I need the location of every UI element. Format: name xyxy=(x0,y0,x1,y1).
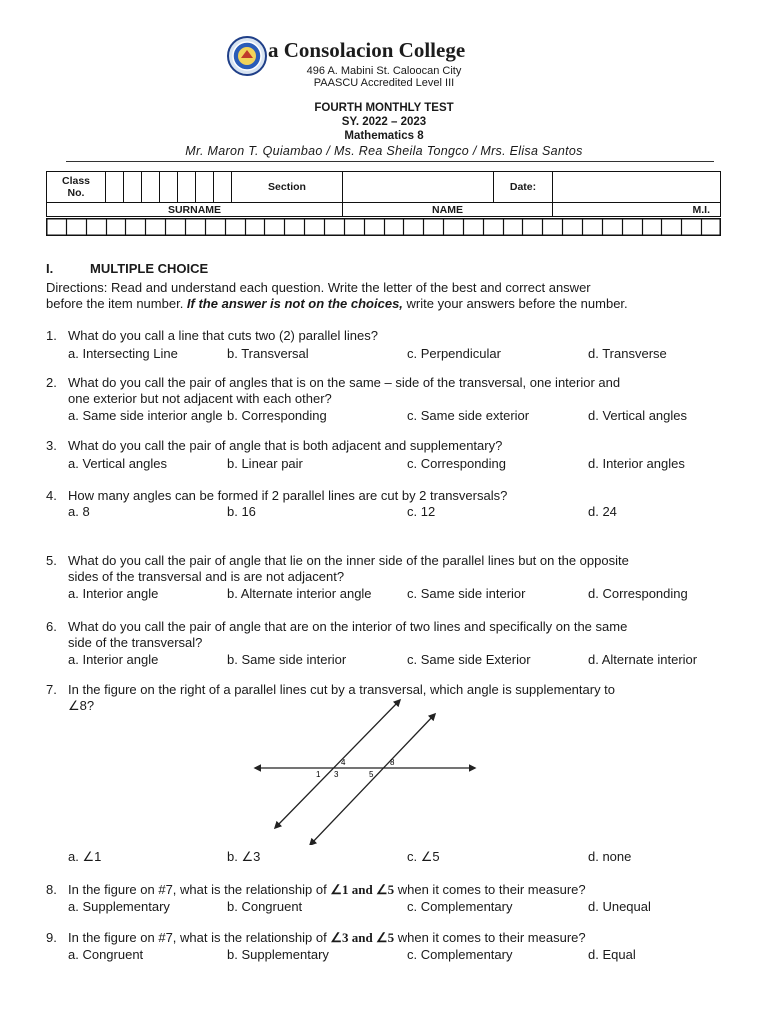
answer-choice-b: b. Linear pair xyxy=(227,456,303,471)
class-no-box[interactable] xyxy=(214,172,232,203)
question-text-part: In the figure on #7, what is the relationship of xyxy=(68,930,331,945)
teachers: Mr. Maron T. Quiambao / Ms. Rea Sheila Tongco / Mrs. Elisa Santos xyxy=(185,144,583,158)
answer-choice-d: d. Vertical angles xyxy=(588,408,688,423)
name-letter-boxes[interactable] xyxy=(46,218,721,236)
class-no-box[interactable] xyxy=(142,172,160,203)
question-item xyxy=(46,930,736,965)
angle-label: 4 xyxy=(341,758,346,767)
answer-choice-b: b. ∠3 xyxy=(227,849,261,864)
answer-choice-d: d. Corresponding xyxy=(588,586,688,601)
surname-label: SURNAME xyxy=(47,203,343,217)
question-line: What do you call the pair of angle that lie on the inner side of the parallel lines but on the opposite xyxy=(68,553,629,568)
question-number: 3. xyxy=(46,438,57,453)
question-text-part: when it comes to their measure? xyxy=(394,930,586,945)
date-field[interactable] xyxy=(553,172,721,203)
answer-choice-a: a. Interior angle xyxy=(68,652,159,667)
angle-label: 3 xyxy=(334,770,339,779)
question-text-part: In the figure on #7, what is the relationship of xyxy=(68,882,331,897)
section-field[interactable] xyxy=(343,172,494,203)
question-text xyxy=(68,375,738,407)
answer-choice-b: b. Alternate interior angle xyxy=(227,586,372,601)
angle-expression: ∠1 and ∠5 xyxy=(330,882,395,897)
question-text xyxy=(68,553,738,585)
question-item xyxy=(46,488,736,522)
question-number: 2. xyxy=(46,375,57,390)
question-line: In the figure on the right of a parallel lines cut by a transversal, which angle is supplementary to xyxy=(68,682,616,697)
angle-label: 8 xyxy=(390,758,395,767)
question-number: 9. xyxy=(46,930,57,945)
header-divider xyxy=(66,161,714,162)
question-text xyxy=(68,930,738,946)
answer-choice-c: c. ∠5 xyxy=(407,849,440,864)
question-number: 1. xyxy=(46,328,57,343)
mi-label: M.I. xyxy=(553,203,721,217)
answer-choice-b: b. Congruent xyxy=(227,899,303,914)
class-no-box[interactable] xyxy=(124,172,142,203)
answer-choice-b: b. Transversal xyxy=(227,346,309,361)
answer-choice-d: d. Interior angles xyxy=(588,456,685,471)
answer-choice-c: c. Corresponding xyxy=(407,456,506,471)
answer-choice-a: a. Intersecting Line xyxy=(68,346,178,361)
directions: Directions: Read and understand each question. Write the letter of the best and correct answer before the item number. If the answer is not on the choices, write your answers before the number. xyxy=(46,280,628,311)
question-text xyxy=(68,328,738,344)
answer-choice-d: d. none xyxy=(588,849,632,864)
answer-choice-b: b. Corresponding xyxy=(227,408,327,423)
college-name: a Consolacion College xyxy=(268,38,466,62)
question-line: side of the transversal? xyxy=(68,635,203,650)
question-line: What do you call the pair of angle that is both adjacent and supplementary? xyxy=(68,438,503,453)
student-info-table xyxy=(46,171,721,217)
angle-label: 1 xyxy=(316,770,321,779)
answer-choice-d: d. Alternate interior xyxy=(588,652,698,667)
answer-choice-a: a. Vertical angles xyxy=(68,456,168,471)
question-line: What do you call the pair of angles that is on the same – side of the transversal, one interior and xyxy=(68,375,621,390)
answer-choice-c: c. Complementary xyxy=(407,899,513,914)
answer-choice-c: c. Perpendicular xyxy=(407,346,501,361)
question-text xyxy=(68,882,738,898)
answer-choice-c: c. Same side interior xyxy=(407,586,526,601)
answer-choice-b: b. 16 xyxy=(227,504,256,519)
question-number: 4. xyxy=(46,488,57,503)
answer-choice-c: c. 12 xyxy=(407,504,436,519)
answer-choice-d: d. 24 xyxy=(588,504,617,519)
question-number: 7. xyxy=(46,682,57,697)
name-label: NAME xyxy=(343,203,553,217)
accreditation: PAASCU Accredited Level III xyxy=(313,77,455,89)
answer-choice-c: c. Complementary xyxy=(407,947,513,962)
class-no-box[interactable] xyxy=(178,172,196,203)
school-year: SY. 2022 – 2023 xyxy=(341,116,427,128)
question-line: What do you call a line that cuts two (2) parallel lines? xyxy=(68,328,378,343)
date-label: Date: xyxy=(494,172,553,203)
question-line: one exterior but not adjacent with each other? xyxy=(68,391,332,406)
answer-choice-a: a. Interior angle xyxy=(68,586,159,601)
answer-choice-c: c. Same side exterior xyxy=(407,408,530,423)
question-text xyxy=(68,488,738,504)
question-line: What do you call the pair of angle that are on the interior of two lines and specifically on the same xyxy=(68,619,628,634)
answer-choice-a: a. Supplementary xyxy=(68,899,170,914)
subject: Mathematics 8 xyxy=(344,130,424,142)
angle-expression: ∠3 and ∠5 xyxy=(330,930,395,945)
answer-choice-a: a. Congruent xyxy=(68,947,144,962)
transversal-line xyxy=(275,700,400,828)
class-no-box[interactable] xyxy=(160,172,178,203)
question-line: ∠8? xyxy=(68,698,95,713)
question-number: 8. xyxy=(46,882,57,897)
answer-choice-a: a. 8 xyxy=(68,504,90,519)
question-item xyxy=(46,375,736,426)
question-item xyxy=(46,328,736,364)
question-item xyxy=(46,882,736,917)
answer-choice-b: b. Same side interior xyxy=(227,652,347,667)
answer-choice-a: a. ∠1 xyxy=(68,849,102,864)
answer-choice-d: d. Unequal xyxy=(588,899,651,914)
answer-choice-b: b. Supplementary xyxy=(227,947,329,962)
class-no-box[interactable] xyxy=(196,172,214,203)
transversal-line xyxy=(310,714,435,845)
question-item xyxy=(46,438,736,474)
class-no-box[interactable] xyxy=(106,172,124,203)
section-label: Section xyxy=(232,172,343,203)
question-line: How many angles can be formed if 2 parallel lines are cut by 2 transversals? xyxy=(68,488,508,503)
answer-choice-c: c. Same side Exterior xyxy=(407,652,531,667)
angle-label: 5 xyxy=(369,770,374,779)
answer-choice-d: d. Transverse xyxy=(588,346,667,361)
test-title: FOURTH MONTHLY TEST xyxy=(314,102,454,114)
college-address: 496 A. Mabini St. Caloocan City xyxy=(306,65,462,77)
class-no-label: Class No. xyxy=(47,172,106,203)
question-line: sides of the transversal and is are not adjacent? xyxy=(68,569,345,584)
question-text xyxy=(68,619,738,651)
question-text xyxy=(68,438,738,454)
answer-choice-a: a. Same side interior angle xyxy=(68,408,223,423)
answer-choice-d: d. Equal xyxy=(588,947,636,962)
question-number: 5. xyxy=(46,553,57,568)
section-heading: I. MULTIPLE CHOICE xyxy=(46,261,209,276)
question-text-part: when it comes to their measure? xyxy=(394,882,586,897)
parallel-lines-figure xyxy=(250,695,485,845)
question-number: 6. xyxy=(46,619,57,634)
question-item xyxy=(46,619,736,670)
question-item xyxy=(46,553,736,604)
